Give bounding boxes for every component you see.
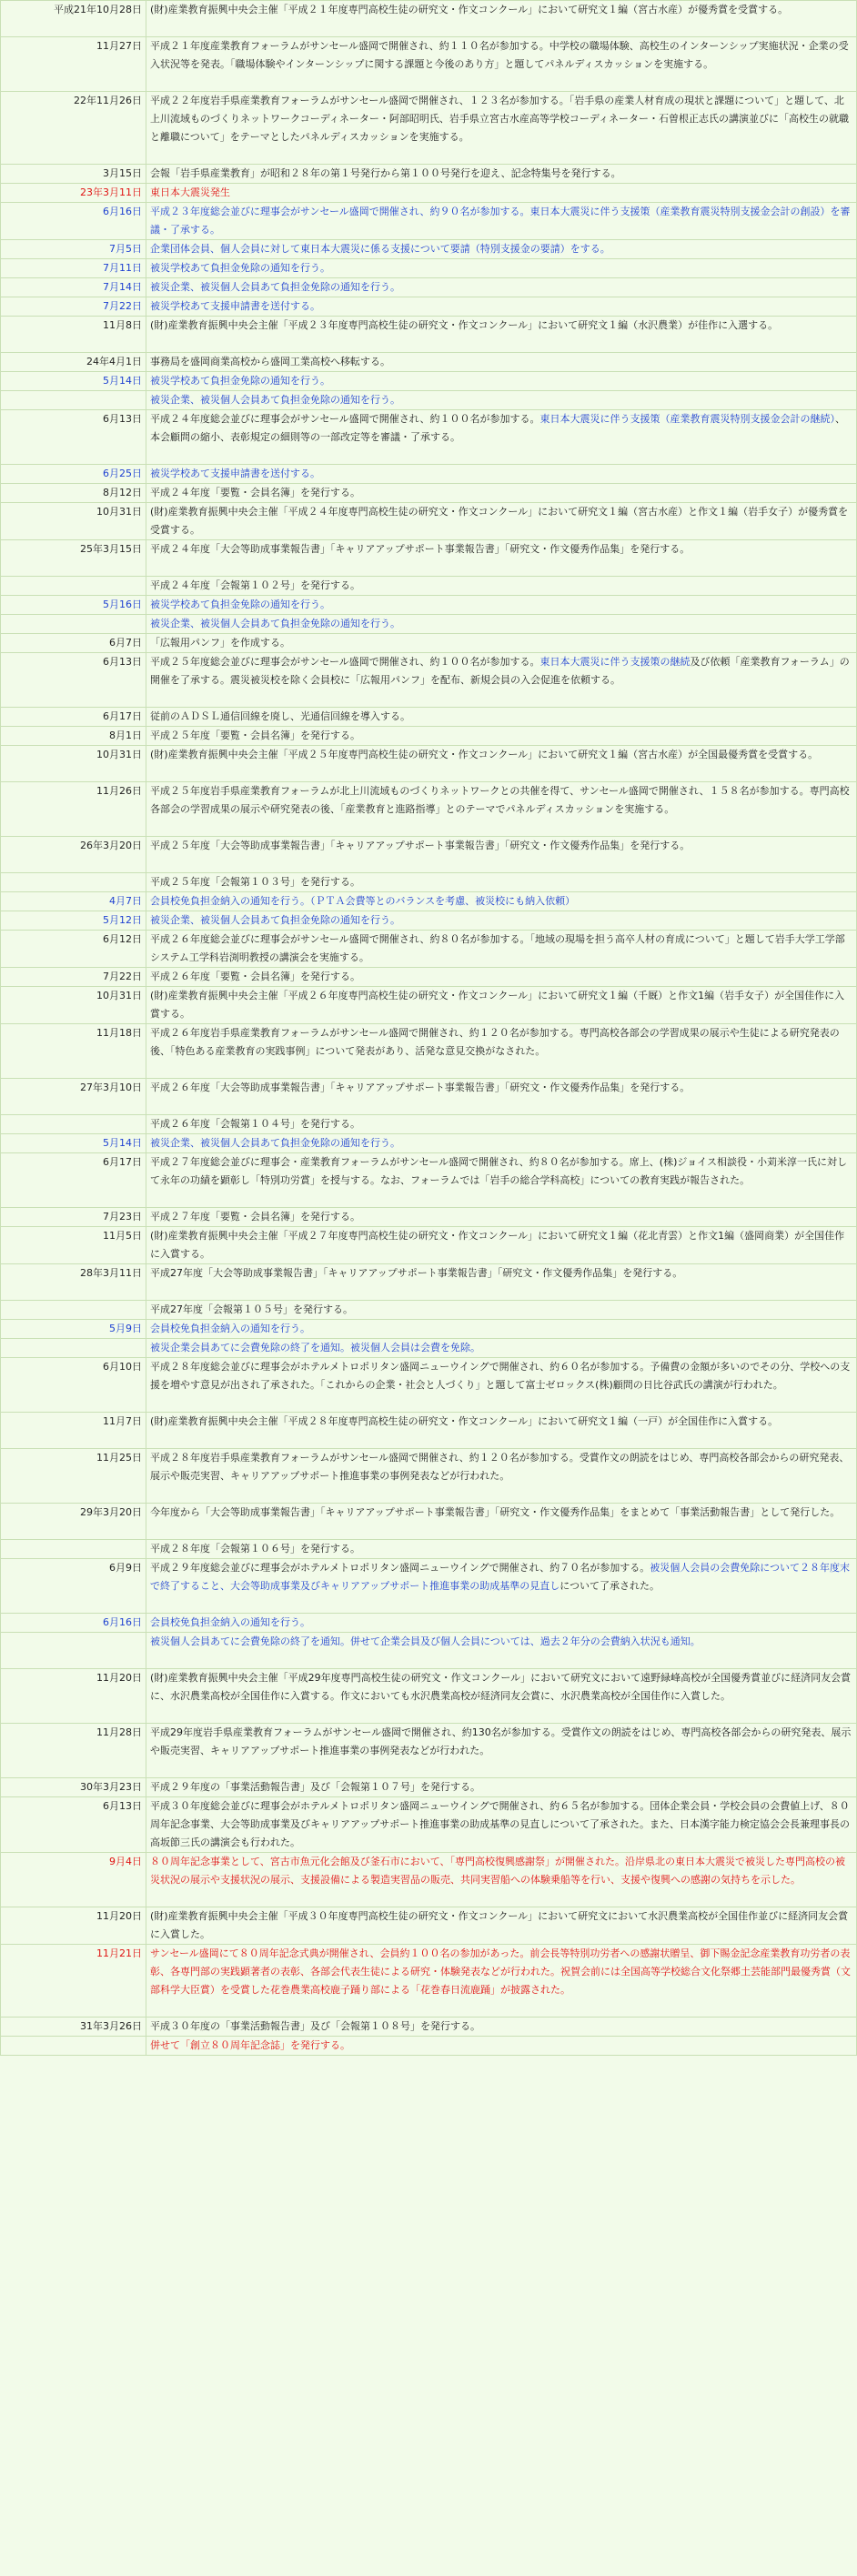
- timeline-description: 平成２４年度「要覧・会員名簿」を発行する。: [146, 484, 857, 503]
- timeline-row: [1, 1153, 857, 1208]
- timeline-date: 6月13日: [1, 410, 146, 465]
- timeline-date: 23年3月11日: [1, 184, 146, 203]
- timeline-row: [1, 37, 857, 92]
- timeline-row: [1, 2018, 857, 2037]
- timeline-date: 6月16日: [1, 1614, 146, 1633]
- timeline-row: [1, 1724, 857, 1778]
- timeline-row: [1, 184, 857, 203]
- timeline-date: 29年3月20日: [1, 1504, 146, 1540]
- timeline-date: 10月31日: [1, 503, 146, 540]
- timeline-date: 7月22日: [1, 297, 146, 317]
- timeline-row: [1, 1264, 857, 1301]
- timeline-description: 被災企業、被災個人会員あて負担金免除の通知を行う。: [146, 278, 857, 297]
- timeline-row: [1, 708, 857, 727]
- timeline-date: 11月28日: [1, 1724, 146, 1778]
- timeline-description: 併せて「創立８０周年記念誌」を発行する。: [146, 2037, 857, 2056]
- timeline-date: 11月20日: [1, 1669, 146, 1724]
- timeline-row: [1, 372, 857, 391]
- timeline-date: [1, 577, 146, 596]
- timeline-description: 平成２９年度の「事業活動報告書」及び「会報第１０７号」を発行する。: [146, 1778, 857, 1797]
- timeline-date: 22年11月26日: [1, 92, 146, 165]
- timeline-description: 平成２２年度岩手県産業教育フォーラムがサンセール盛岡で開催され、１２３名が参加する。「岩手県の産業人材育成の現状と課題について」と題して、北上川流域ものづくりネットワークコーディネーター・阿部昭明氏、岩手県立宮古水産高等学校コーディネーター・石曽根正志氏の講演並びに「高校生の就職と離職について」をテーマとしたパネルディスカッションを実施する。: [146, 92, 857, 165]
- timeline-date: 6月9日: [1, 1559, 146, 1614]
- timeline-date: 27年3月10日: [1, 1079, 146, 1115]
- timeline-date: 11月25日: [1, 1449, 146, 1504]
- timeline-description: 被災学校あて支援申請書を送付する。: [146, 465, 857, 484]
- timeline-description: 平成２６年度「会報第１０４号」を発行する。: [146, 1115, 857, 1134]
- timeline-description: 被災企業、被災個人会員あて負担金免除の通知を行う。: [146, 391, 857, 410]
- timeline-description: 被災企業、被災個人会員あて負担金免除の通知を行う。: [146, 1134, 857, 1153]
- timeline-row: [1, 1797, 857, 1853]
- timeline-row: [1, 540, 857, 577]
- timeline-date: 30年3月23日: [1, 1778, 146, 1797]
- timeline-date: 6月7日: [1, 634, 146, 653]
- timeline-description: 平成２４年度総会並びに理事会がサンセール盛岡で開催され、約１００名が参加する。東日本大震災に伴う支援策（産業教育震災特別支援金会計の継続）、本会顧問の縮小、表彰規定の細則等の一部改定等を審議・了承する。: [146, 410, 857, 465]
- timeline-row: [1, 391, 857, 410]
- timeline-row: [1, 837, 857, 873]
- timeline-date: 25年3月15日: [1, 540, 146, 577]
- highlighted-text: 東日本大震災に伴う支援策（産業教育震災特別支援金会計の継続）: [539, 413, 835, 425]
- timeline-row: [1, 1227, 857, 1264]
- timeline-date: 5月14日: [1, 1134, 146, 1153]
- timeline-description: 平成27年度「大会等助成事業報告書」「キャリアアップサポート事業報告書」「研究文・作文優秀作品集」を発行する。: [146, 1264, 857, 1301]
- timeline-date: 7月23日: [1, 1208, 146, 1227]
- timeline-description: 被災企業、被災個人会員あて負担金免除の通知を行う。: [146, 911, 857, 931]
- timeline-date: 11月5日: [1, 1227, 146, 1264]
- timeline-description: 平成２８年度総会並びに理事会がホテルメトロポリタン盛岡ニューウイングで開催され、約６０名が参加する。予備費の金額が多いのでその分、学校への支援を増やす意見が出され了承された。「これからの企業・社会と人づくり」と題して富士ゼロックス(株)顧問の日比谷武氏の講演が行われた。: [146, 1358, 857, 1413]
- timeline-row: [1, 1669, 857, 1724]
- timeline-date: 11月8日: [1, 317, 146, 353]
- timeline-description: (財)産業教育振興中央会主催「平成２６年度専門高校生徒の研究文・作文コンクール」において研究文１編（千厩）と作文1編（岩手女子）が全国佳作に入賞する。: [146, 987, 857, 1024]
- timeline-row: [1, 1301, 857, 1320]
- timeline-description: 平成３０年度の「事業活動報告書」及び「会報第１０８号」を発行する。: [146, 2018, 857, 2037]
- timeline-row: [1, 615, 857, 634]
- timeline-description: 平成２９年度総会並びに理事会がホテルメトロポリタン盛岡ニューウイングで開催され、約７０名が参加する。被災個人会員の会費免除について２８年度末で終了すること、大会等助成事業及びキャリアアップサポート推進事業の助成基準の見直しについて了承された。: [146, 1559, 857, 1614]
- timeline-description: ８０周年記念事業として、宮古市魚元化会館及び釜石市において、「専門高校復興感謝祭」が開催された。沿岸県北の東日本大震災で被災した専門高校の被災状況の展示や支援状況の展示、支援設備による製造実習品の販売、共同実習船への体験乗船等を行い、支援や復興への感謝の気持ちを示した。: [146, 1853, 857, 1907]
- timeline-date: [1, 1339, 146, 1358]
- timeline-row: [1, 968, 857, 987]
- timeline-description: 平成２７年度総会並びに理事会・産業教育フォーラムがサンセール盛岡で開催され、約８０名が参加する。席上、(株)ジョイス相談役・小苅米淳一氏に対して永年の功績を顕彰し「特別功労賞」を授与する。なお、フォーラムでは「岩手の総合学科高校」についての教育実践が報告された。: [146, 1153, 857, 1208]
- timeline-date: 28年3月11日: [1, 1264, 146, 1301]
- timeline-row: [1, 484, 857, 503]
- timeline-description: 平成２５年度岩手県産業教育フォーラムが北上川流域ものづくりネットワークとの共催を得て、サンセール盛岡で開催され、１５８名が参加する。専門高校各部会の学習成果の展示や研究発表の後、「産業教育と進路指導」とのテーマでパネルディスカッションを実施する。: [146, 782, 857, 837]
- timeline-description: 会員校免負担金納入の通知を行う。（ＰＴＡ会費等とのバランスを考慮、被災校にも納入依頼）: [146, 892, 857, 911]
- timeline-row: [1, 1907, 857, 1945]
- timeline-row: [1, 634, 857, 653]
- timeline-description: 従前のＡＤＳＬ通信回線を廃し、光通信回線を導入する。: [146, 708, 857, 727]
- timeline-date: [1, 873, 146, 892]
- timeline-date: 11月27日: [1, 37, 146, 92]
- timeline-date: 11月18日: [1, 1024, 146, 1079]
- timeline-description: 今年度から「大会等助成事業報告書」「キャリアアップサポート事業報告書」「研究文・作文優秀作品集」をまとめて「事業活動報告書」として発行した。: [146, 1504, 857, 1540]
- timeline-description: 被災企業会員あてに会費免除の終了を通知。被災個人会員は会費を免除。: [146, 1339, 857, 1358]
- timeline-row: [1, 1614, 857, 1633]
- timeline-description: 被災個人会員あてに会費免除の終了を通知。併せて企業会員及び個人会員については、過去２年分の会費納入状況も通知。: [146, 1633, 857, 1669]
- timeline-date: [1, 1540, 146, 1559]
- timeline-date: [1, 1633, 146, 1669]
- timeline-date: 4月7日: [1, 892, 146, 911]
- timeline-row: [1, 1115, 857, 1134]
- timeline-row: [1, 259, 857, 278]
- timeline-date: 5月9日: [1, 1320, 146, 1339]
- timeline-description: 「広報用パンフ」を作成する。: [146, 634, 857, 653]
- timeline-row: [1, 465, 857, 484]
- timeline-description: 平成２８年度「会報第１０６号」を発行する。: [146, 1540, 857, 1559]
- timeline-description: 平成２６年度岩手県産業教育フォーラムがサンセール盛岡で開催され、約１２０名が参加する。専門高校各部会の学習成果の展示や生徒による研究発表の後、「特色ある産業教育の実践事例」について発表があり、活発な意見交換がなされた。: [146, 1024, 857, 1079]
- timeline-date: 6月13日: [1, 1797, 146, 1853]
- timeline-description: 平成29年度岩手県産業教育フォーラムがサンセール盛岡で開催され、約130名が参加する。受賞作文の朗読をはじめ、専門高校各部会からの研究発表、展示や販売実習、キャリアアップサポート推進事業の事例発表などが行われた。: [146, 1724, 857, 1778]
- timeline-description: 平成27年度「会報第１０５号」を発行する。: [146, 1301, 857, 1320]
- timeline-date: [1, 1115, 146, 1134]
- timeline-row: [1, 2037, 857, 2056]
- timeline-date: 7月14日: [1, 278, 146, 297]
- timeline-row: [1, 1339, 857, 1358]
- timeline-description: 平成２６年度「要覧・会員名簿」を発行する。: [146, 968, 857, 987]
- timeline-description: 平成２１年度産業教育フォーラムがサンセール盛岡で開催され、約１１０名が参加する。中学校の職場体験、高校生のインターンシップ実施状況・企業の受入状況等を発表。「職場体験やインターンシップに関する課題と今後のあり方」と題してパネルディスカッションを実施する。: [146, 37, 857, 92]
- timeline-date: 10月31日: [1, 987, 146, 1024]
- timeline-description: 平成２６年度「大会等助成事業報告書」「キャリアアップサポート事業報告書」「研究文・作文優秀作品集」を発行する。: [146, 1079, 857, 1115]
- timeline-date: 7月22日: [1, 968, 146, 987]
- timeline-description: 平成２８年度岩手県産業教育フォーラムがサンセール盛岡で開催され、約１２０名が参加する。受賞作文の朗読をはじめ、専門高校各部会からの研究発表、展示や販売実習、キャリアアップサポート推進事業の事例発表などが行われた。: [146, 1449, 857, 1504]
- timeline-row: [1, 1945, 857, 2018]
- timeline-date: 5月16日: [1, 596, 146, 615]
- timeline-date: 7月11日: [1, 259, 146, 278]
- timeline-row: [1, 987, 857, 1024]
- timeline-row: [1, 892, 857, 911]
- timeline-row: [1, 240, 857, 259]
- timeline-date: 6月12日: [1, 931, 146, 968]
- timeline-date: 11月26日: [1, 782, 146, 837]
- timeline-row: [1, 596, 857, 615]
- timeline-body: [1, 1, 857, 2056]
- timeline-description: サンセール盛岡にて８０周年記念式典が開催され、会員約１００名の参加があった。前会長等特別功労者への感謝状贈呈、御下賜金記念産業教育功労者の表彰、各専門部の実践顕著者の表彰、各部会代表生徒による研究・体験発表などが行われた。祝賀会前には全国高等学校総合文化祭郷土芸能部門最優秀賞（文部科学大臣賞）を受賞した花巻農業高校鹿子踊り部による「花巻春日流鹿踊」が披露された。: [146, 1945, 857, 2018]
- timeline-date: 5月14日: [1, 372, 146, 391]
- timeline-row: [1, 577, 857, 596]
- timeline-row: [1, 92, 857, 165]
- timeline-description: 会報「岩手県産業教育」が昭和２８年の第１号発行から第１００号発行を迎え、記念特集号を発行する。: [146, 165, 857, 184]
- timeline-row: [1, 1449, 857, 1504]
- timeline-description: 会員校免負担金納入の通知を行う。: [146, 1320, 857, 1339]
- timeline-date: [1, 1301, 146, 1320]
- timeline-date: 6月17日: [1, 1153, 146, 1208]
- timeline-date: [1, 391, 146, 410]
- timeline-description: 平成２４年度「大会等助成事業報告書」「キャリアアップサポート事業報告書」「研究文・作文優秀作品集」を発行する。: [146, 540, 857, 577]
- timeline-date: 6月10日: [1, 1358, 146, 1413]
- timeline-description: (財)産業教育振興中央会主催「平成29年度専門高校生徒の研究文・作文コンクール」において研究文において遠野緑峰高校が全国優秀賞並びに経済同友会賞に、水沢農業高校が全国佳作に入賞する。作文においても水沢農業高校が経済同友会賞に、水沢農業高校が全国佳作に入賞した。: [146, 1669, 857, 1724]
- timeline-row: [1, 1, 857, 37]
- timeline-row: [1, 1504, 857, 1540]
- timeline-description: 平成２５年度総会並びに理事会がサンセール盛岡で開催され、約１００名が参加する。東日本大震災に伴う支援策の継続及び依頼「産業教育フォーラム」の開催を了承する。震災被災校を除く会員校に「広報用パンフ」を配布、新規会員の入会促進を依頼する。: [146, 653, 857, 708]
- timeline-row: [1, 746, 857, 782]
- timeline-row: [1, 1633, 857, 1669]
- timeline-row: [1, 873, 857, 892]
- timeline-date: [1, 2037, 146, 2056]
- timeline-row: [1, 1413, 857, 1449]
- timeline-date: 9月4日: [1, 1853, 146, 1907]
- timeline-description: (財)産業教育振興中央会主催「平成２８年度専門高校生徒の研究文・作文コンクール」において研究文１編（一戸）が全国佳作に入賞する。: [146, 1413, 857, 1449]
- timeline-row: [1, 165, 857, 184]
- highlighted-text: 東日本大震災に伴う支援策の継続: [539, 656, 691, 668]
- timeline-description: 平成２５年度「大会等助成事業報告書」「キャリアアップサポート事業報告書」「研究文・作文優秀作品集」を発行する。: [146, 837, 857, 873]
- timeline-description: 被災企業、被災個人会員あて負担金免除の通知を行う。: [146, 615, 857, 634]
- timeline-date: 平成21年10月28日: [1, 1, 146, 37]
- timeline-description: 平成２５年度「要覧・会員名簿」を発行する。: [146, 727, 857, 746]
- timeline-row: [1, 931, 857, 968]
- timeline-row: [1, 203, 857, 240]
- timeline-description: 被災学校あて負担金免除の通知を行う。: [146, 259, 857, 278]
- timeline-row: [1, 1358, 857, 1413]
- timeline-row: [1, 653, 857, 708]
- timeline-description: 被災学校あて負担金免除の通知を行う。: [146, 372, 857, 391]
- timeline-row: [1, 782, 857, 837]
- timeline-date: 11月20日: [1, 1907, 146, 1945]
- timeline-row: [1, 1320, 857, 1339]
- timeline-row: [1, 278, 857, 297]
- timeline-row: [1, 353, 857, 372]
- timeline-date: 6月25日: [1, 465, 146, 484]
- timeline-description: (財)産業教育振興中央会主催「平成２７年度専門高校生徒の研究文・作文コンクール」において研究文１編（花北青雲）と作文1編（盛岡商業）が全国佳作に入賞する。: [146, 1227, 857, 1264]
- timeline-date: 8月1日: [1, 727, 146, 746]
- timeline-date: 6月13日: [1, 653, 146, 708]
- timeline-description: (財)産業教育振興中央会主催「平成２４年度専門高校生徒の研究文・作文コンクール」において研究文１編（宮古水産）と作文１編（岩手女子）が優秀賞を受賞する。: [146, 503, 857, 540]
- timeline-date: 6月16日: [1, 203, 146, 240]
- timeline-description: (財)産業教育振興中央会主催「平成２３年度専門高校生徒の研究文・作文コンクール」において研究文１編（水沢農業）が佳作に入選する。: [146, 317, 857, 353]
- timeline-row: [1, 1024, 857, 1079]
- timeline-date: 3月15日: [1, 165, 146, 184]
- timeline-date: 31年3月26日: [1, 2018, 146, 2037]
- timeline-row: [1, 1778, 857, 1797]
- timeline-row: [1, 297, 857, 317]
- timeline-row: [1, 503, 857, 540]
- timeline-row: [1, 1853, 857, 1907]
- timeline-date: [1, 615, 146, 634]
- timeline-description: 平成２５年度「会報第１０３号」を発行する。: [146, 873, 857, 892]
- timeline-date: 6月17日: [1, 708, 146, 727]
- timeline-date: 24年4月1日: [1, 353, 146, 372]
- timeline-description: 平成２６年度総会並びに理事会がサンセール盛岡で開催され、約８０名が参加する。「地域の現場を担う高卒人材の育成について」と題して岩手大学工学部システム工学科岩渕明教授の講演会を実施する。: [146, 931, 857, 968]
- timeline-description: (財)産業教育振興中央会主催「平成３０年度専門高校生徒の研究文・作文コンクール」において研究文において水沢農業高校が全国佳作並びに経済同友会賞に入賞した。: [146, 1907, 857, 1945]
- timeline-description: 会員校免負担金納入の通知を行う。: [146, 1614, 857, 1633]
- timeline-description: 被災学校あて支援申請書を送付する。: [146, 297, 857, 317]
- timeline-row: [1, 911, 857, 931]
- timeline-description: 企業団体会員、個人会員に対して東日本大震災に係る支援について要請（特別支援金の要請）をする。: [146, 240, 857, 259]
- timeline-date: 8月12日: [1, 484, 146, 503]
- timeline-date: 10月31日: [1, 746, 146, 782]
- timeline-description: 平成２４年度「会報第１０２号」を発行する。: [146, 577, 857, 596]
- timeline-row: [1, 1079, 857, 1115]
- timeline-description: (財)産業教育振興中央会主催「平成２５年度専門高校生徒の研究文・作文コンクール」において研究文１編（宮古水産）が全国最優秀賞を受賞する。: [146, 746, 857, 782]
- timeline-row: [1, 1134, 857, 1153]
- timeline-date: 5月12日: [1, 911, 146, 931]
- timeline-description: 東日本大震災発生: [146, 184, 857, 203]
- timeline-row: [1, 727, 857, 746]
- timeline-description: (財)産業教育振興中央会主催「平成２１年度専門高校生徒の研究文・作文コンクール」において研究文１編（宮古水産）が優秀賞を受賞する。: [146, 1, 857, 37]
- timeline-row: [1, 410, 857, 465]
- timeline-date: 26年3月20日: [1, 837, 146, 873]
- timeline-date: 7月5日: [1, 240, 146, 259]
- timeline-description: 被災学校あて負担金免除の通知を行う。: [146, 596, 857, 615]
- timeline-date: 11月7日: [1, 1413, 146, 1449]
- timeline-description: 平成２７年度「要覧・会員名簿」を発行する。: [146, 1208, 857, 1227]
- timeline-description: 平成２３年度総会並びに理事会がサンセール盛岡で開催され、約９０名が参加する。東日本大震災に伴う支援策（産業教育震災特別支援金会計の創設）を審議・了承する。: [146, 203, 857, 240]
- highlighted-text: 被災個人会員の会費免除について２８年度末で終了すること、大会等助成事業及びキャリアアップサポート推進事業の助成基準の見直し: [150, 1562, 851, 1592]
- timeline-row: [1, 1559, 857, 1614]
- timeline-description: 平成３０年度総会並びに理事会がホテルメトロポリタン盛岡ニューウイングで開催され、約６５名が参加する。団体企業会員・学校会員の会費値上げ、８０周年記念事業、大会等助成事業及びキャリアアップサポート推進事業の助成基準の見直しについて了承された。また、日本漢字能力検定協会会長兼理事長の高坂節三氏の講演会も行われた。: [146, 1797, 857, 1853]
- timeline-description: 事務局を盛岡商業高校から盛岡工業高校へ移転する。: [146, 353, 857, 372]
- timeline-row: [1, 1540, 857, 1559]
- timeline-row: [1, 317, 857, 353]
- timeline-row: [1, 1208, 857, 1227]
- timeline-date: 11月21日: [1, 1945, 146, 2018]
